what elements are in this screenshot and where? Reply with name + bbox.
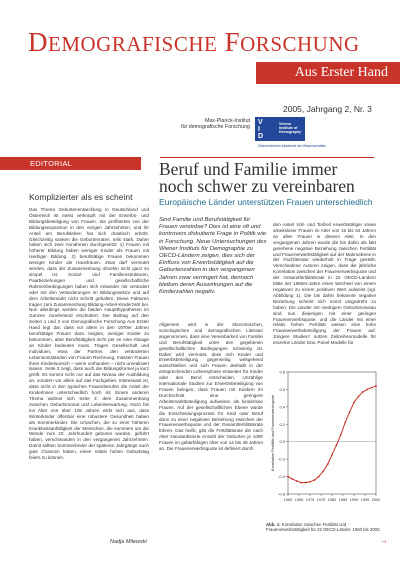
data-point [362,391,364,393]
article-subhead: Europäische Länder unterstützen Frauen unterschiedlich [159,197,373,207]
article-column-3 [273,222,376,354]
vid-logo [255,117,305,141]
y-tick-label: 0.6 [279,386,285,392]
data-point [296,480,298,482]
editorial-label-bar [0,157,141,170]
article-col2-text: Allgemein wird in der ökonomischen, soziologischen und demografischen Literatur angenommen, dass eine Vereinbarkeit von Familie und Berufstätigkeit unter den gegebenen gesellschaftlichen Bedingungen schwierig ist. Daher wird vermutet, dass sich Kinder und Erwerbsbeteiligung gegenseitig weitgehend ausschließen und sich Frauen deshalb in der entsprechenden Lebensphase entweder für Kinder oder den Beruf entscheiden. Unzählige internationale Studien zur Erwerbsbeteiligung von Frauen belegen, dass Frauen mit Kindern im Durchschnitt eine geringere Arbeitsmarktbeteiligung aufweisen als kinderlose Frauen. Auf der gesellschaftlichen Ebene würde die Entscheidungsprozess für Kind oder Beruf dann zu einer negativen Beziehung zwischen der Frauenerwerbsquote und der Gesamtfertilitätsrate führen. Das heißt, gibt die Fertilitätsrate die nach Alter standardisierte Anzahl der Geburten je 1000 Frauen im gebärfähigen Alter von 14 bis 49 Jahren an. Die Frauenerwerbsquote ist definiert durch [159,322,263,452]
series-line [288,386,376,483]
x-tick-label: 1995 [360,498,370,502]
y-tick-label: 0.8 [279,369,285,375]
data-point [331,454,333,456]
x-tick-label: 1960 [283,498,293,502]
issue-info: 2005, Jahrgang 2, Nr. 3 [283,104,372,114]
logo-subline: Österreichische Akademie der Wissenschaften [258,144,327,148]
x-tick-label: 1970 [305,498,315,502]
institute-line-1: Max-Planck-Institut [204,118,250,124]
chart-caption [266,522,381,532]
data-point [300,482,302,484]
data-point [371,387,373,389]
data-point [375,385,377,387]
editorial-author: Nadja Milewski [110,539,147,545]
data-point [322,470,324,472]
data-point [305,482,307,484]
tagline: Aus Erster Hand [294,65,388,80]
editorial-label: EDITORIAL [30,159,73,168]
editorial-text: Das Thema Geburtenentwicklung in Deutschland und Österreich ist meist verknüpft mit der Erwerbs- und Bildungsbeteiligung von Frauen. Sie profitierten von der Bildungsexpansion in den vorigen Jahrzehnten, und ihr Anteil am Berufsleben hat sich drastisch erhöht. Gleichzeitig sanken die Geburtenraten, teils stark. Daher haben sich zwei Annahmen durchgesetzt: 1) Frauen mit höherer Bildung haben weniger Kinder als Frauen mit niedriger Bildung. 2) berufstätige Frauen bekommen weniger Kinder als Hausfrauen. Zwar darf vermutet werden, dass der Zusammenhang ohnehin nicht ganz so simpel ist: Sozial- und Familienstrukturen, Paarbeziehungen und gesellschaftliche Rahmenbedingungen haben sich entweder mit verändert oder mit den Veränderungen im Bildungssektor und auf dem Arbeitsmarkt nicht Schritt gehalten. Diese Faktoren tragen zum Zusammenhang Bildung-Arbeit-Kinderzahl bei. Nun allerdings werden die beiden Hauptthypothesen im Ganzen zunehmend erschüttert. Der Beitrag auf den Seiten 1 und 2 von Demografische Forschung Aus Erster Hand legt dar, dass vor allem in den 1970er Jahren berufstätige Frauen dazu neigten, weniger Kinder zu bekommen, aber Berufstätigkeit nicht per se eine Absage an Kinder bedeuten muss. Tragen Gesellschaft und Individuen, etwa der Partner, den veränderten Lebensumständen von Frauen Rechnung, müssen Frauen ihren Kinderwunsch – wenn vorhanden – nicht unrealisiert lassen. Seite 3 zeigt, dass auch die Bildungsformel ja kurz greift. Es kommt nicht nur auf das Niveau der Ausbildung an, sondern vor allem auf das Fachgebiet. Interessant ist, dass nicht in den typischen Frauenberufen die Anteil der Kinderlosen unterschiedlich hoch ist. Einem anderen Thema widmet sich Seite 4: dem Zusammenhang zwischen Geburtsmonat und Lebenserwartung. Noch bis ins Alter von über 105 Jahren wirkt sich aus, dass Winterkinder offenbar eine robustere Gesundheit haben als Sommerkinder. Die Ursachen, die zu einer höheren Krankheitsanfälligkeit der Menschen, die sommers um die Wende zum 20. Jahrhundert geboren wurden, geführt haben, verschwanden in den vergangenen Jahrzehnten. Damit sollten Sommerkinder der späteren Jahrgänge auch gute Chancen haben, einen relativ hohen Geburtstag feiern zu können. [29,207,149,461]
article-headline: Beruf und Familie immer noch schwer zu vereinbaren [159,159,355,196]
x-tick-label: 2000 [371,498,381,502]
tagline-bar [256,62,400,84]
article-rule [160,157,374,158]
data-point [287,476,289,478]
correlation-chart [266,366,381,516]
data-point [366,389,368,391]
masthead-initial-2: F [224,27,241,57]
data-point [318,476,320,478]
data-point [327,463,329,465]
masthead-rest-2: ORSCHUNG [240,32,360,56]
x-tick-label: 1985 [338,498,348,502]
x-tick-label: 1980 [327,498,337,502]
caption-label: Abb. 1: [266,522,281,527]
data-point [358,396,360,398]
article-lead: Sind Familie und Berufstätigkeit für Frauen vereinbar? Dies ist eine oft und kontrovers diskutierte Frage in Politik wie in Forschung. Neue Untersuchungen des Wiener Instituts für Demographie zu OECD-Ländern zeigen, dies sich der Einfluss von Erwerbstätigkeit auf die Geburtenzahlen in den vergangenen Jahren zwar verringert hat, dennoch bleiben deren Auswirkungen auf die Kinderzahlen negativ. [159,217,267,296]
y-tick-label: 0.2 [279,421,285,427]
y-tick-label: -0.4 [278,474,285,480]
editorial-title: Komplizierter als es scheint [29,192,133,202]
data-point [344,422,346,424]
y-tick-label: 0.4 [279,404,285,410]
y-axis-label: Korrelation Fertilität und Frauenerwerbsquote [271,394,275,472]
article-column-2 [159,322,263,452]
x-tick-label: 1965 [294,498,304,502]
data-point [314,479,316,481]
masthead-rest-1: EMOGRAFISCHE [48,32,218,56]
data-point [349,411,351,413]
data-point [353,402,355,404]
article-col3-text: den Anteil Voll- und Teilzeit erwerbstätiger sowie arbeitsloser Frauen im Alter von 15 bis 64 Jahren an allen Frauen in diesem Alter. In den vergangenen Jahren wurde die bis dahin als fakt gesehene negative Beziehung zwischen Fertilität und Frauenerwerbstätigkeit auf der Makroebene in der Fachliteratur wiederholt in Frage gestellt. Verschiedene Autoren zeigen, dass die jährliche Korrelation zwischen der Frauenerwerbsquote und der Gesamtfertilitätsrate in 22 OECD-Ländern Mitte der 1980er-Jahre einen Wechsel von einem negativen zu einem positiven Wert aufweist (vgl. Abbildung 1). Die bis dahin bekannte negative Beziehung scheint sich somit umgedreht zu haben: Die Länder mit niedrigem Geburtenniveau sind nun diejenigen mit einer geringen Frauenerwerbsquote, und die Länder mit einer relativ hohen Fertilität weisen eine hohe Frauenerwerbsbeteiligung der Frauen auf. Jüngere Studien* nutzen Zeitreihenmodelle für einzelne Länder bzw. Panel-Modelle für [273,222,376,346]
y-tick-label: -0.6 [278,491,285,497]
y-tick-label: 0.0 [279,439,285,445]
caption-text: Korrelation zwischen Fertilität und Frauenerwerbstätigkeit für 22 OECD-Länder, 1960 bis 2000. [266,522,381,533]
masthead-initial-1: D [28,27,48,57]
data-point [309,481,311,483]
data-point [340,434,342,436]
x-tick-label: 1975 [316,498,326,502]
plot-frame [288,372,376,494]
institute-name [168,118,250,131]
institute-line-2: für demografische Forschung [181,124,250,131]
masthead-title [28,28,360,58]
editorial-body [29,207,149,461]
data-point [336,444,338,446]
data-point [292,478,294,480]
logo-mark: V I D [258,119,264,140]
next-page-arrow[interactable]: → [380,536,388,545]
x-tick-label: 1990 [349,498,359,502]
logo-text: Vienna Institute of Demography [279,122,301,135]
y-tick-label: -0.2 [278,456,285,462]
